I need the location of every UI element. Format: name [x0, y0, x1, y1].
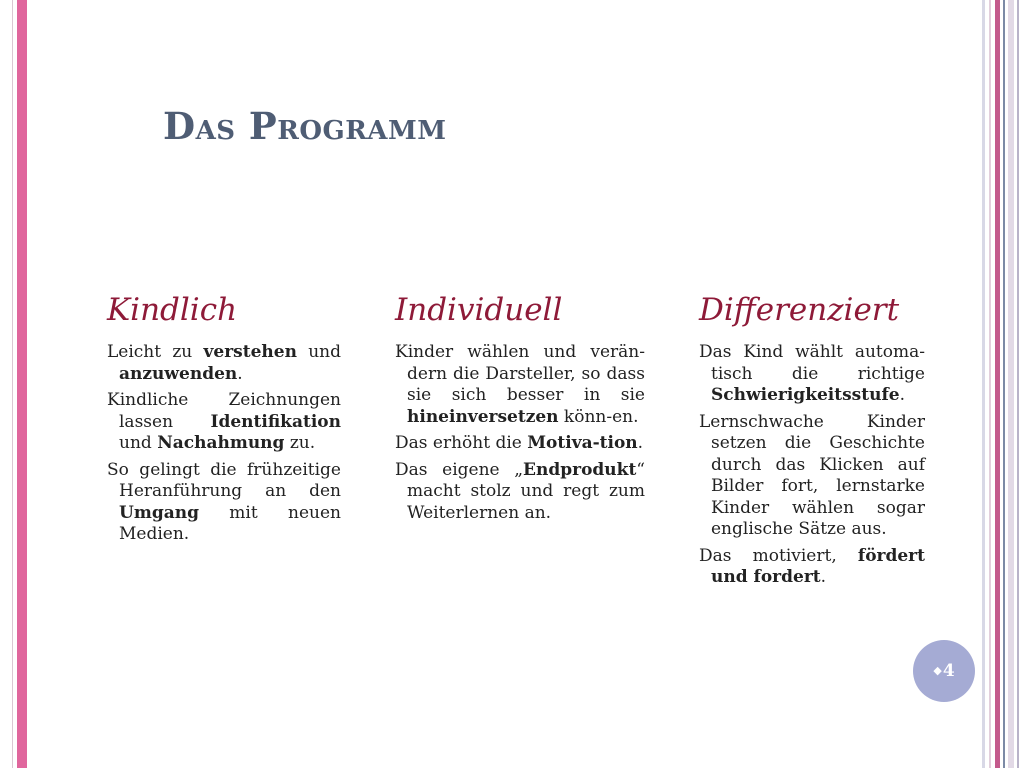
list-item: Leicht zu verstehen und anzuwenden.: [107, 342, 341, 384]
list-item: Das erhöht die Motiva-tion.: [395, 433, 644, 453]
slide-title: Das Programm: [163, 104, 447, 148]
list-item: Das motiviert, fördert und fordert.: [699, 545, 925, 587]
column-kindlich: [107, 292, 341, 551]
column-heading: Differenziert: [699, 292, 900, 328]
left-thin-line: [12, 0, 13, 768]
list-item: Kinder wählen und verän-dern die Darsteller, so dass sie sich besser in sie hineinversetzen könn-en.: [395, 342, 645, 427]
list-item: Das Kind wählt automa-tisch die richtige Schwierigkeitsstufe.: [699, 342, 925, 405]
list-item: Lernschwache Kinder setzen die Geschichte durch das Klicken auf Bilder fort, lernstarke Kinder wählen sogar englische Sätze aus.: [699, 411, 925, 539]
page-number-badge: [913, 640, 975, 702]
column-differenziert: [699, 292, 925, 594]
left-accent-bar: [17, 0, 27, 768]
column-individuell: [395, 292, 645, 529]
column-heading: Kindlich: [107, 292, 238, 328]
list-item: So gelingt die frühzeitige Heranführung an den Umgang mit neuen Medien.: [107, 459, 341, 544]
column-heading: Individuell: [395, 292, 563, 328]
right-decorative-stripes: [978, 0, 1024, 768]
list-item: Das eigene „Endprodukt“ macht stolz und regt zum Weiterlernen an.: [395, 459, 645, 523]
list-item: Kindliche Zeichnungen lassen Identifikation und Nachahmung zu.: [107, 390, 341, 453]
dot-icon: ◆: [933, 664, 942, 677]
page-number: 4: [942, 661, 955, 681]
